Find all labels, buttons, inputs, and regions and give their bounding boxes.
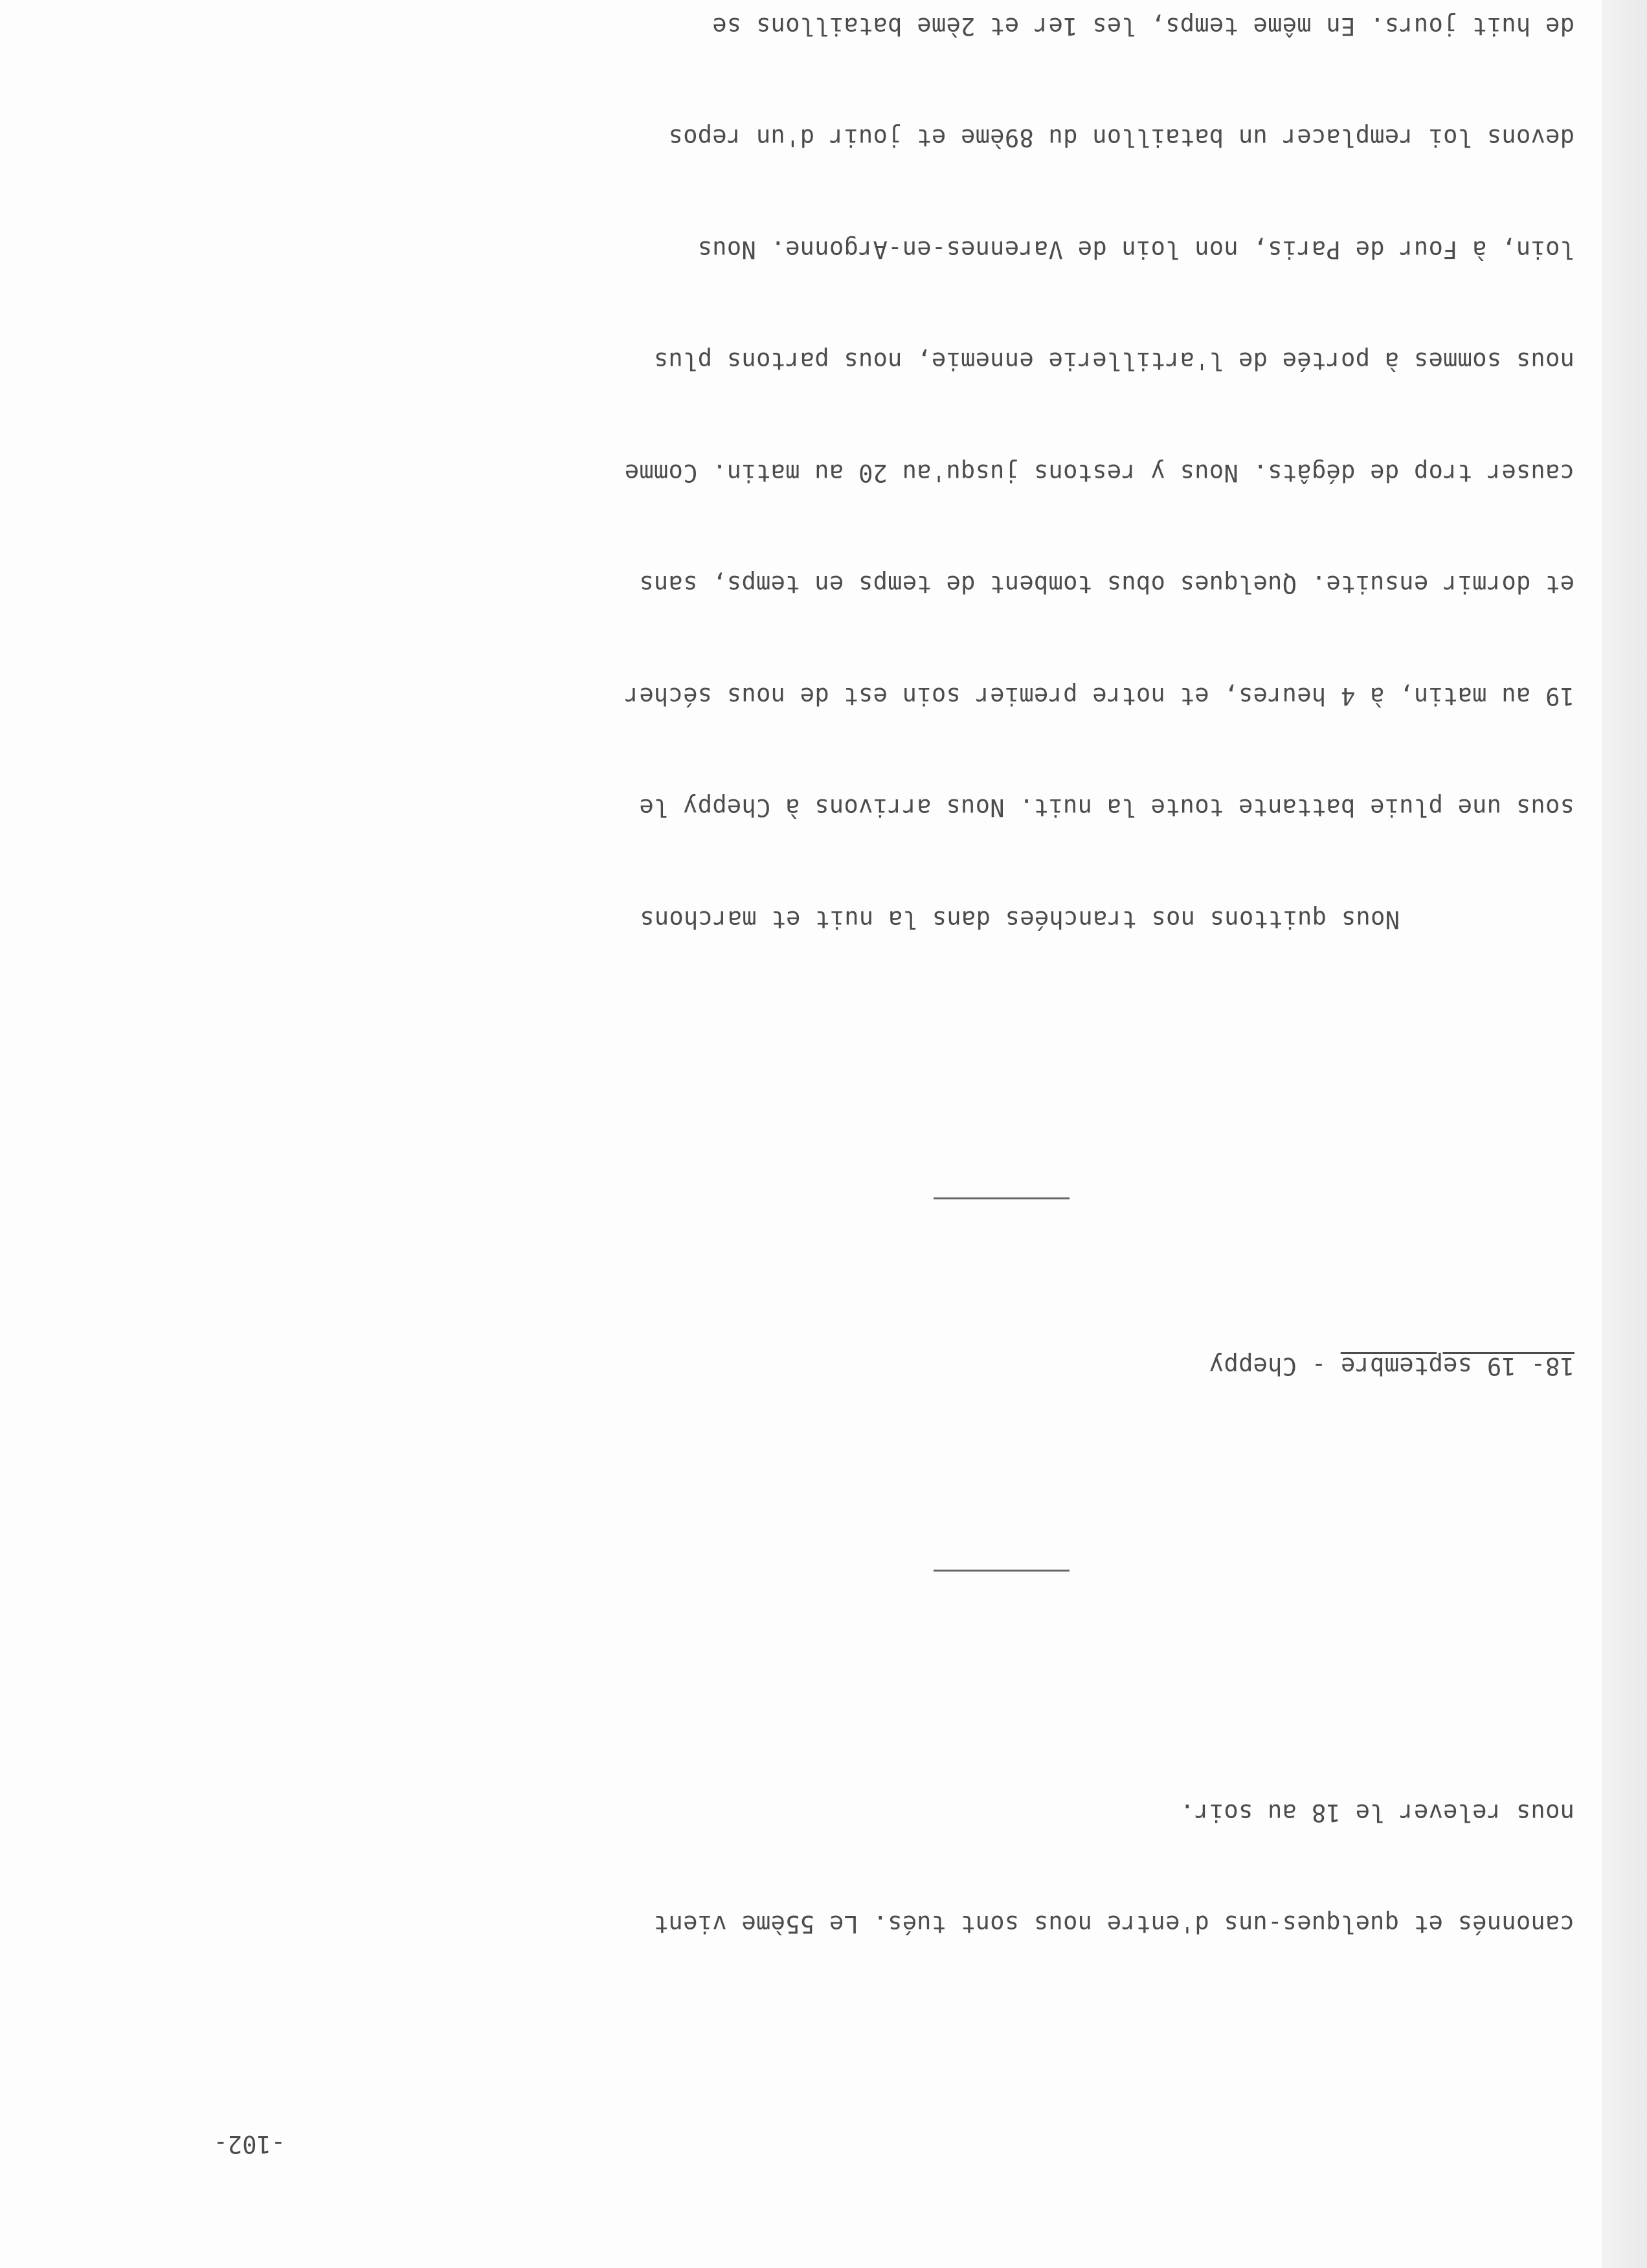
separator-rule — [934, 1570, 1070, 1572]
text-line: causer trop de dégâts. Nous y restons jusqu'au 20 au matin. Comme — [624, 459, 1574, 487]
text-line: Nous quittons nos tranchées dans la nuit et marchons — [640, 906, 1400, 933]
separator — [34, 1161, 1574, 1236]
heading-place: - Cheppy — [1209, 1352, 1341, 1380]
text-line: nous sommes à portée de l'artillerie ennemie, nous partons plus — [653, 347, 1574, 375]
text-line: nous relever le 18 au soir. — [1180, 1799, 1574, 1827]
text-line: canonnés et quelques-uns d'entre nous sont tués. Le 55ème vient — [653, 1910, 1574, 1939]
text-line: sous une pluie battante toute la nuit. Nous arrivons à Cheppy le — [639, 794, 1574, 822]
paragraph — [34, 1720, 1574, 2018]
text-line: 19 au matin, à 4 heures, et notre premier soin est de nous sécher — [624, 682, 1574, 710]
paragraph — [34, 0, 1574, 1012]
section-heading — [34, 1348, 1574, 1385]
text-line: loin, à Four de Paris, non loin de Varennes-en-Argonne. Nous — [697, 236, 1574, 263]
text-line: de huit jours. En même temps, les 1er et 2ème bataillons se — [712, 12, 1574, 40]
typed-text — [34, 0, 1574, 2129]
heading-date: 18- 19 septembre — [1340, 1352, 1574, 1380]
separator — [34, 1533, 1574, 1608]
separator-rule — [934, 1197, 1070, 1199]
page-number: -102- — [213, 2130, 286, 2158]
text-line: devons loi remplacer un bataillon du 89ème et jouir d'un repos — [668, 124, 1574, 152]
text-line: et dormir ensuite. Quelques obus tombent de temps en temps, sans — [639, 570, 1574, 599]
